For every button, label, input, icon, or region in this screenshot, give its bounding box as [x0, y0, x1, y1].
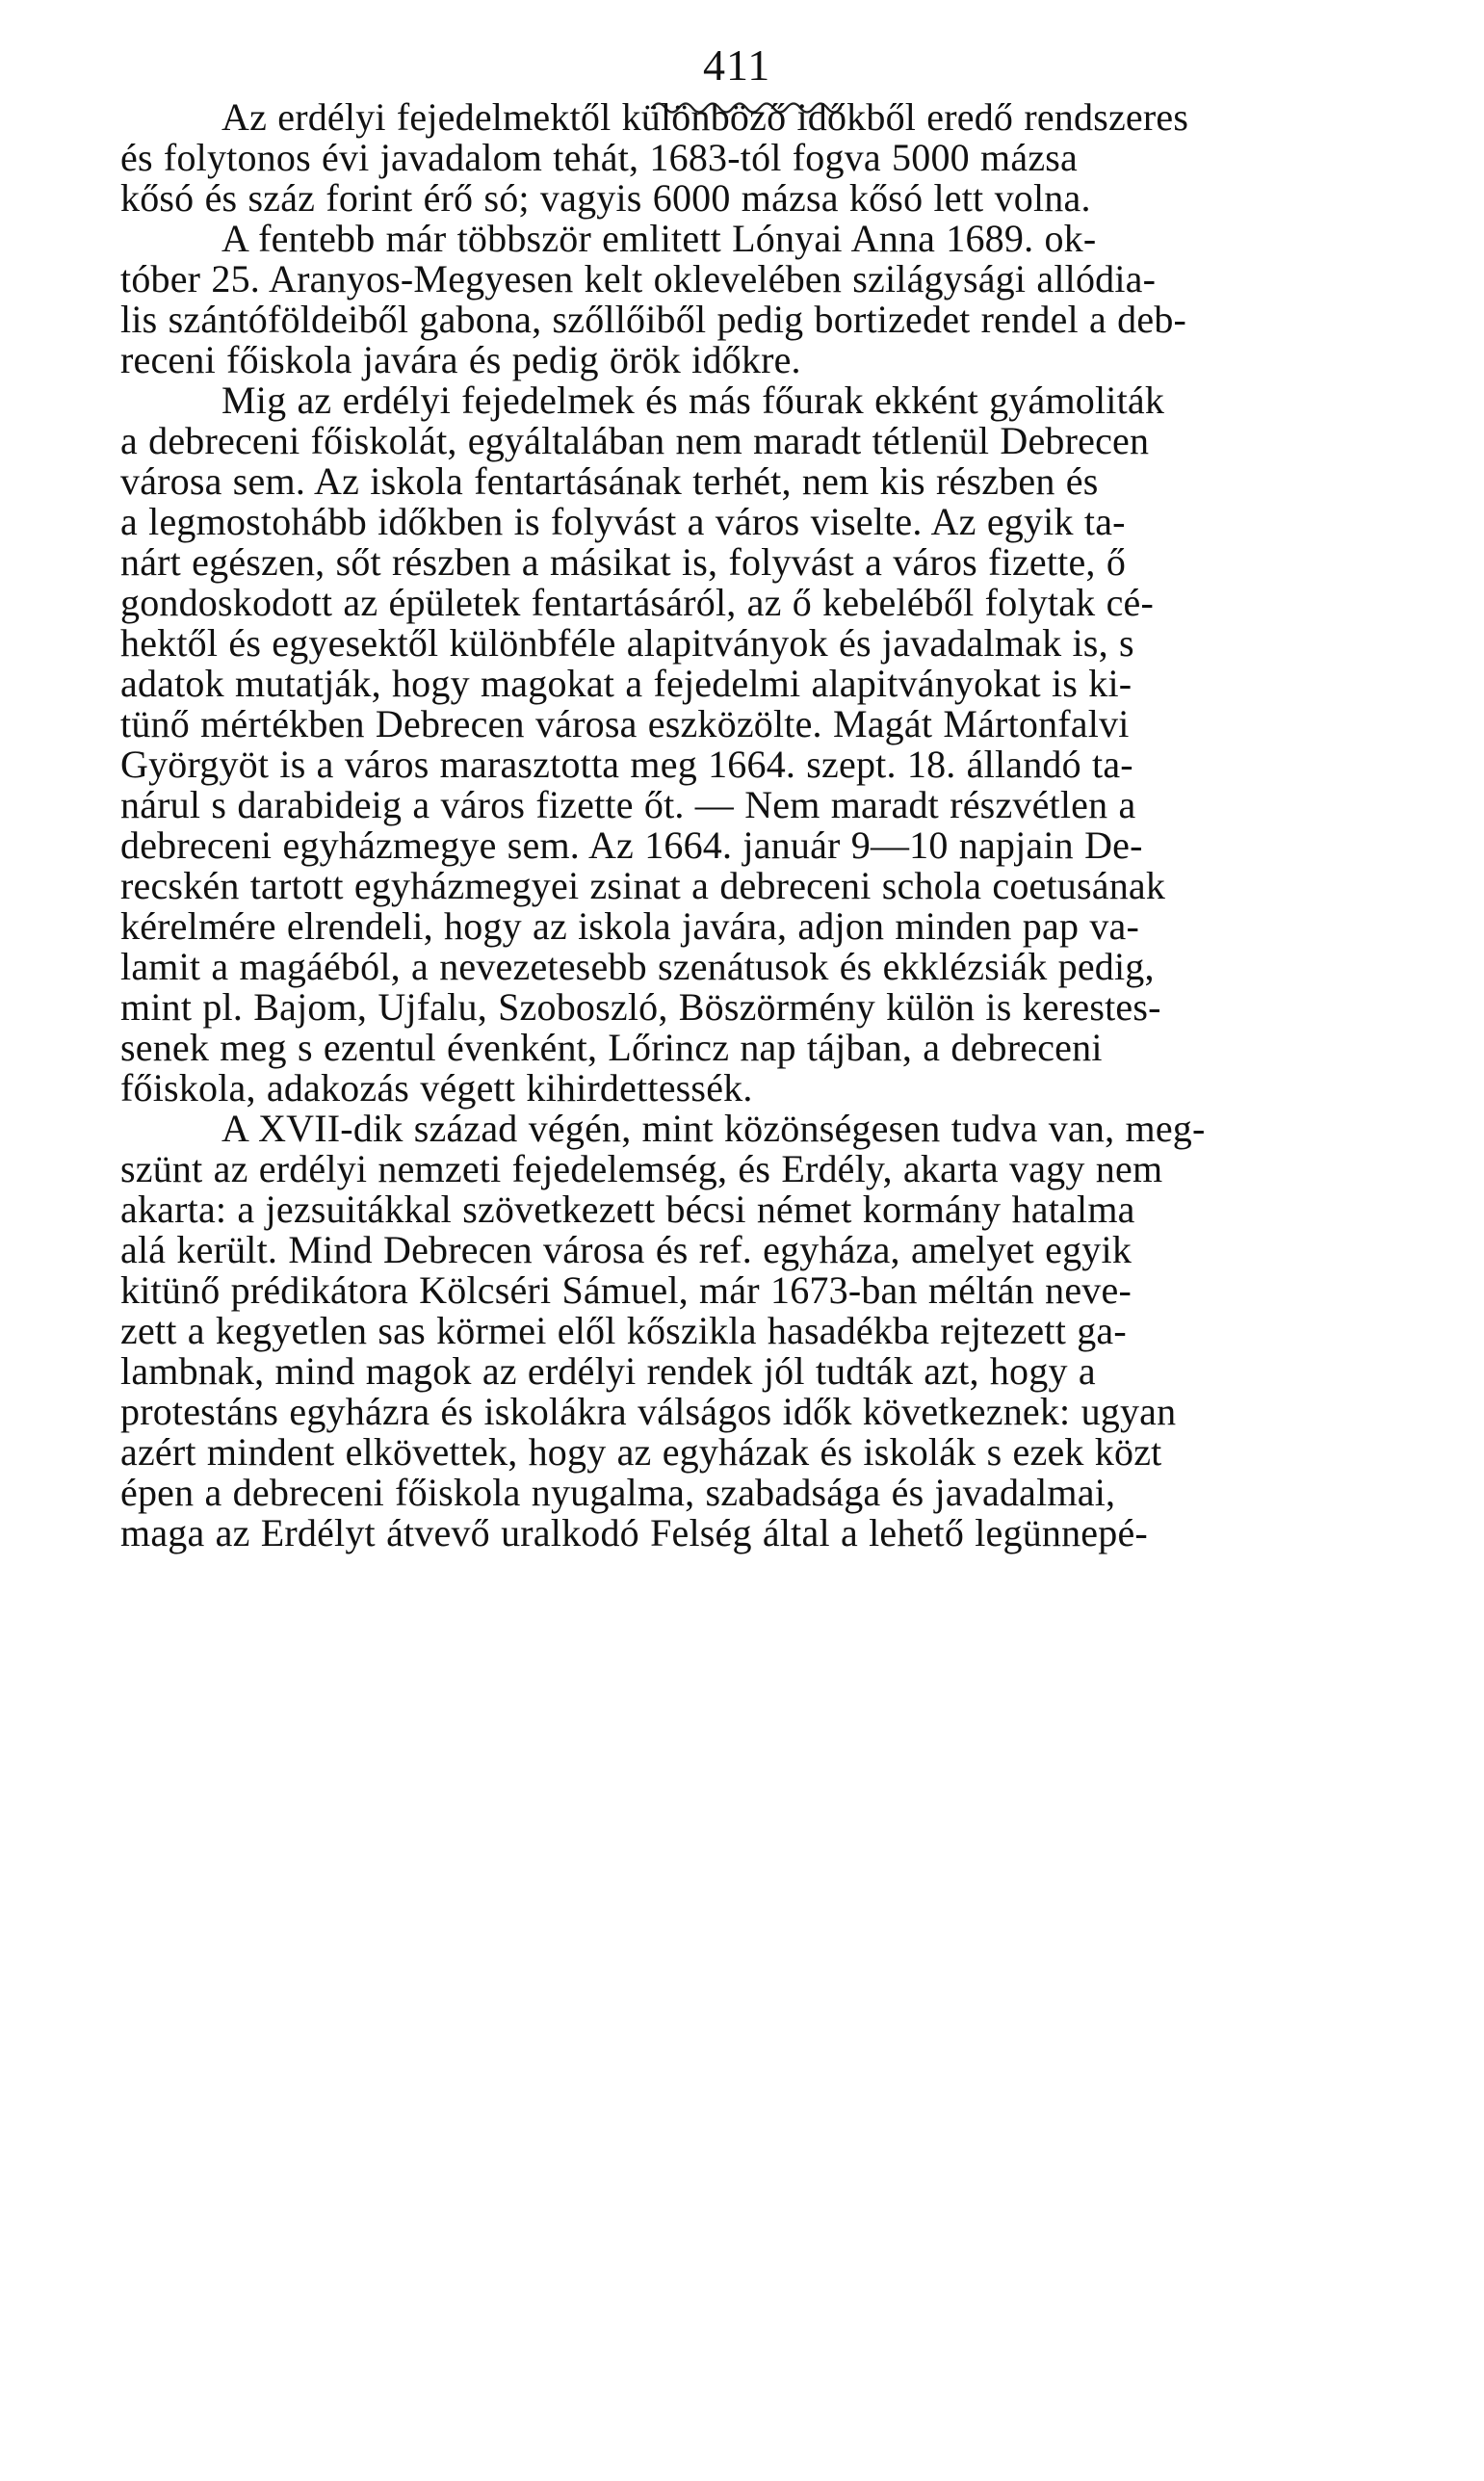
- paragraph-line: Mig az erdélyi fejedelmek és más főurak ekként gyámoliták: [221, 379, 1165, 422]
- paragraph-line: A XVII-dik század végén, mint közönségesen tudva van, meg-: [221, 1107, 1206, 1150]
- paragraph-line: kősó és száz forint érő só; vagyis 6000 mázsa kősó lett volna.: [120, 176, 1091, 220]
- paragraph-line: lambnak, mind magok az erdélyi rendek jól tudták azt, hogy a: [120, 1349, 1096, 1393]
- paragraph-line: Az erdélyi fejedelmektől különböző időkből eredő rendszeres: [221, 95, 1189, 139]
- paragraph-line: receni főiskola javára és pedig örök időkre.: [120, 338, 801, 381]
- paragraph-line: kérelmére elrendeli, hogy az iskola javára, adjon minden pap va-: [120, 904, 1140, 948]
- paragraph-line: épen a debreceni főiskola nyugalma, szabadsága és javadalmai,: [120, 1471, 1116, 1514]
- paragraph-line: lis szántóföldeiből gabona, szőllőiből pedig bortizedet rendel a deb-: [120, 298, 1187, 341]
- paragraph-line: a debreceni főiskolát, egyáltalában nem maradt tétlenül Debrecen: [120, 419, 1150, 462]
- paragraph-line: nárt egészen, sőt részben a másikat is, folyvást a város fizette, ő: [120, 540, 1127, 584]
- paragraph-line: főiskola, adakozás végett kihirdettessék.: [120, 1066, 753, 1110]
- paragraph-line: és folytonos évi javadalom tehát, 1683-tól fogva 5000 mázsa: [120, 136, 1078, 179]
- paragraph-line: adatok mutatják, hogy magokat a fejedelmi alapitványokat is ki-: [120, 662, 1133, 705]
- paragraph-line: városa sem. Az iskola fentartásának terhét, nem kis részben és: [120, 459, 1099, 503]
- paragraph-line: gondoskodott az épületek fentartásáról, az ő kebeléből folytak cé-: [120, 581, 1154, 624]
- paragraph-line: tóber 25. Aranyos-Megyesen kelt oklevelében szilágysági allódia-: [120, 257, 1157, 300]
- paragraph-line: alá került. Mind Debrecen városa és ref. egyháza, amelyet egyik: [120, 1228, 1133, 1271]
- paragraph-line: kitünő prédikátora Kölcséri Sámuel, már 1673-ban méltán neve-: [120, 1268, 1132, 1312]
- paragraph-line: senek meg s ezentul évenként, Lőrincz nap tájban, a debreceni: [120, 1026, 1103, 1069]
- paragraph-line: recskén tartott egyházmegyei zsinat a debreceni schola coetusának: [120, 864, 1166, 907]
- paragraph-line: tünő mértékben Debrecen városa eszközölte. Magát Mártonfalvi: [120, 702, 1130, 745]
- paragraph-line: nárul s darabideig a város fizette őt. — Nem maradt részvétlen a: [120, 783, 1136, 826]
- paragraph-line: akarta: a jezsuitákkal szövetkezett bécsi német kormány hatalma: [120, 1188, 1135, 1231]
- paragraph-line: a legmostohább időkben is folyvást a város viselte. Az egyik ta-: [120, 500, 1126, 543]
- paragraph-line: mint pl. Bajom, Ujfalu, Szoboszló, Böszörmény külön is kerestes-: [120, 985, 1161, 1029]
- paragraph-line: Györgyöt is a város marasztotta meg 1664. szept. 18. állandó ta-: [120, 743, 1133, 786]
- paragraph-line: hektől és egyesektől különbféle alapitványok és javadalmak is, s: [120, 621, 1134, 665]
- paragraph-line: szünt az erdélyi nemzeti fejedelemség, és Erdély, akarta vagy nem: [120, 1147, 1163, 1190]
- paragraph-line: A fentebb már többször emlitett Lónyai Anna 1689. ok-: [221, 217, 1097, 260]
- paragraph-line: azért mindent elkövettek, hogy az egyházak és iskolák s ezek közt: [120, 1430, 1162, 1474]
- paragraph-line: zett a kegyetlen sas körmei elől kőszikla hasadékba rejtezett ga-: [120, 1309, 1127, 1352]
- paragraph-line: lamit a magáéból, a nevezetesebb szenátusok és ekklézsiák pedig,: [120, 945, 1155, 988]
- page-number: 411: [703, 40, 771, 90]
- paragraph-line: debreceni egyházmegye sem. Az 1664. január 9—10 napjain De-: [120, 823, 1143, 867]
- paragraph-line: maga az Erdélyt átvevő uralkodó Felség által a lehető legünnepé-: [120, 1511, 1148, 1554]
- paragraph-line: protestáns egyházra és iskolákra válságos idők következnek: ugyan: [120, 1390, 1177, 1433]
